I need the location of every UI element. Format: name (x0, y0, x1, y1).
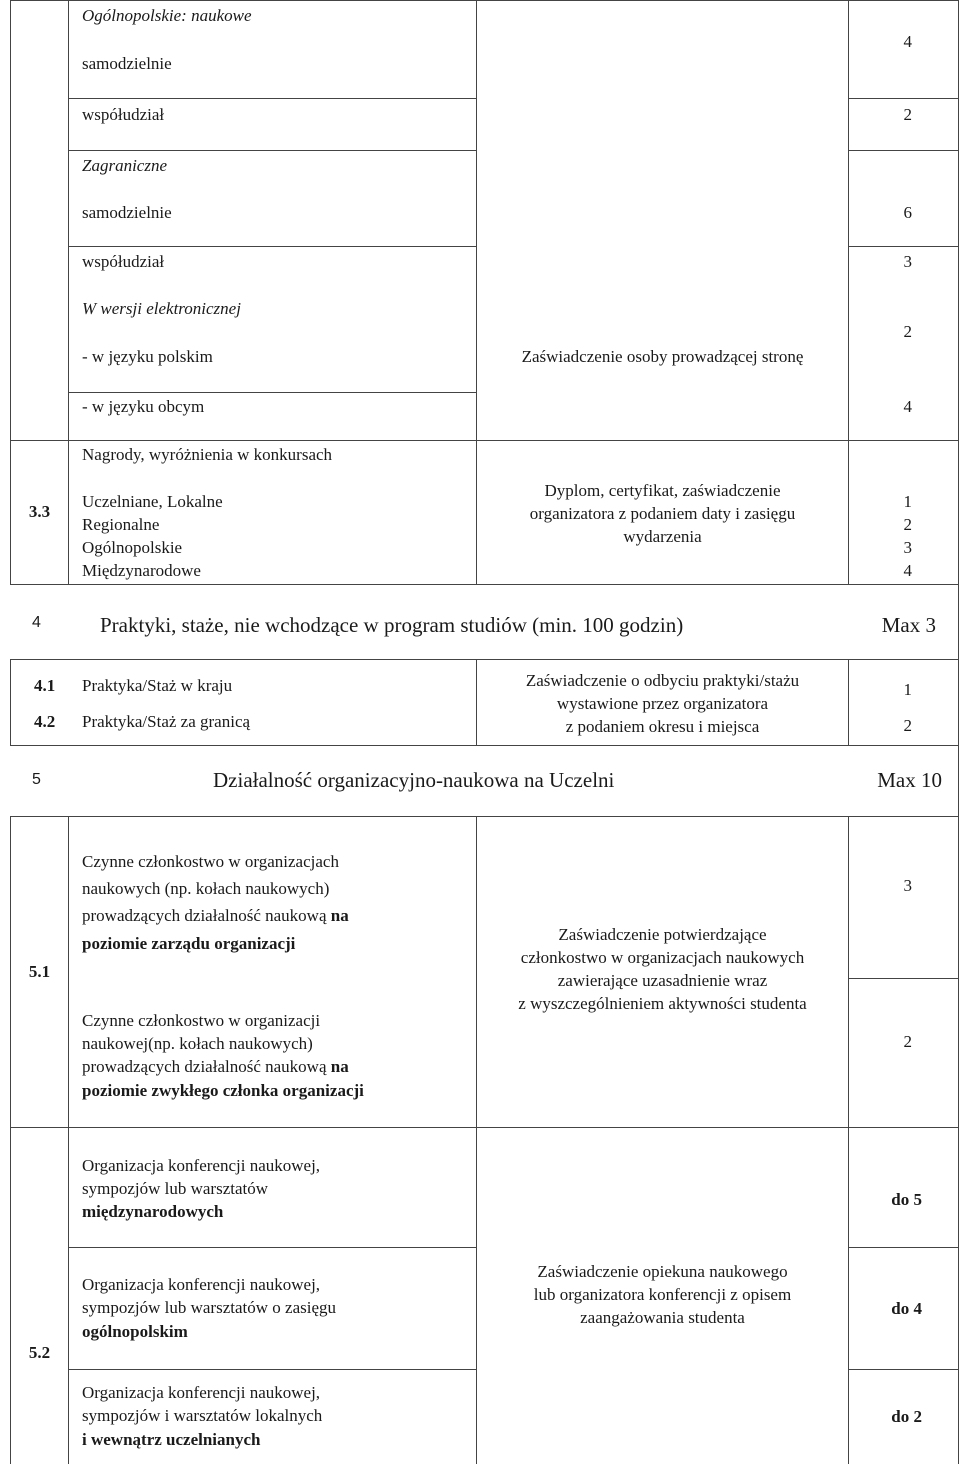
table-border (10, 816, 959, 817)
table-border (68, 246, 476, 247)
row-label: - w języku polskim (82, 347, 213, 366)
table-border (10, 0, 959, 1)
row-document: wystawione przez organizatora (556, 694, 769, 713)
table-border (10, 440, 959, 441)
table-border (10, 659, 959, 660)
row-document: z podaniem okresu i miejsca (565, 717, 760, 736)
row-label: sympozjów lub warsztatów (82, 1179, 269, 1198)
section-number: 3.3 (28, 502, 51, 521)
row-document: Zaświadczenie potwierdzające (558, 925, 767, 944)
row-label-bold: międzynarodowych (82, 1202, 224, 1221)
section-max: Max 3 (881, 613, 936, 637)
row-points: 2 (903, 716, 912, 735)
row-points: 1 (903, 492, 912, 511)
table-border (68, 816, 69, 1464)
row-points: 4 (903, 32, 912, 51)
table-border (476, 816, 477, 1464)
row-label: sympozjów lub warsztatów o zasięgu (82, 1298, 336, 1317)
list-item: Międzynarodowe (82, 561, 201, 580)
table-border (10, 1127, 959, 1128)
row-label-bold: ogólnopolskim (82, 1322, 188, 1341)
table-border (68, 1247, 476, 1248)
row-points: 4 (903, 561, 912, 580)
row-document: Zaświadczenie osoby prowadzącej stronę (521, 347, 804, 366)
section-number: 5.1 (28, 962, 51, 981)
table-border (68, 150, 476, 151)
row-label: - w języku obcym (82, 397, 205, 416)
row-label: Organizacja konferencji naukowej, (82, 1275, 321, 1294)
row-document: zaangażowania studenta (580, 1308, 745, 1327)
table-border (68, 1369, 476, 1370)
row-label: Czynne członkostwo w organizacji (82, 1011, 321, 1030)
row-document: Zaświadczenie o odbyciu praktyki/stażu (525, 671, 800, 690)
list-item: Regionalne (82, 515, 160, 534)
section-number: 4 (32, 614, 41, 631)
row-points: 3 (903, 252, 912, 271)
table-border (10, 745, 959, 746)
table-border (10, 0, 11, 584)
table-border (848, 1369, 958, 1370)
row-label: naukowych (np. kołach naukowych) (82, 879, 330, 898)
section-max: Max 10 (877, 768, 942, 792)
table-border (848, 659, 849, 745)
row-label-text: prowadzących działalność naukową (82, 1057, 327, 1076)
row-points: 2 (903, 1032, 912, 1051)
section-header-zagraniczne: Zagraniczne (82, 156, 167, 175)
row-label: naukowej(np. kołach naukowych) (82, 1034, 313, 1053)
row-label: Czynne członkostwo w organizacjach (82, 852, 339, 871)
section-number: 5 (32, 771, 41, 788)
row-points: 6 (903, 203, 912, 222)
row-label-bold: i wewnątrz uczelnianych (82, 1430, 261, 1449)
row-document: z wyszczególnieniem aktywności studenta (518, 994, 807, 1013)
table-border (10, 816, 11, 1464)
section-title: Nagrody, wyróżnienia w konkursach (82, 445, 333, 464)
row-label: samodzielnie (82, 203, 172, 222)
row-label: Praktyka/Staż w kraju (82, 676, 233, 695)
row-points: do 5 (891, 1190, 922, 1209)
row-label: współudział (82, 252, 165, 271)
list-item: Uczelniane, Lokalne (82, 492, 223, 511)
table-border (848, 0, 849, 584)
row-document: wydarzenia (623, 527, 702, 546)
row-label (82, 904, 349, 927)
row-document: lub organizatora konferencji z opisem (533, 1285, 792, 1304)
table-border (68, 392, 476, 393)
table-border (958, 0, 959, 1464)
row-points: 2 (903, 322, 912, 341)
table-border (10, 659, 11, 745)
row-label: Organizacja konferencji naukowej, (82, 1156, 321, 1175)
table-border (848, 246, 958, 247)
section-title: Praktyki, staże, nie wchodzące w program studiów (min. 100 godzin) (100, 613, 684, 637)
row-document: członkostwo w organizacjach naukowych (520, 948, 805, 967)
row-points: 1 (903, 680, 912, 699)
row-points: 3 (903, 876, 912, 895)
row-label-tail: na (330, 906, 349, 925)
row-label (82, 1055, 349, 1078)
table-border (848, 150, 958, 151)
table-border (848, 978, 958, 979)
row-label: Praktyka/Staż za granicą (82, 712, 251, 731)
row-points: do 4 (891, 1299, 922, 1318)
row-label: samodzielnie (82, 54, 172, 73)
row-points: do 2 (891, 1407, 922, 1426)
row-label-text: prowadzących działalność naukową (82, 906, 327, 925)
table-border (68, 0, 69, 584)
row-points: 3 (903, 538, 912, 557)
table-border (848, 1247, 958, 1248)
row-document: zawierające uzasadnienie wraz (557, 971, 768, 990)
section-number: 5.2 (28, 1343, 51, 1362)
section-title: Działalność organizacyjno-naukowa na Uczelni (213, 768, 615, 792)
table-border (848, 98, 958, 99)
row-number: 4.1 (34, 676, 56, 695)
row-points: 2 (903, 105, 912, 124)
row-label-bold: poziomie zwykłego członka organizacji (82, 1081, 364, 1100)
row-points: 2 (903, 515, 912, 534)
row-document: Dyplom, certyfikat, zaświadczenie (544, 481, 781, 500)
row-label: Organizacja konferencji naukowej, (82, 1383, 321, 1402)
row-label: sympozjów i warsztatów lokalnych (82, 1406, 323, 1425)
row-document: Zaświadczenie opiekuna naukowego (537, 1262, 788, 1281)
section-header-elektroniczne: W wersji elektronicznej (82, 299, 241, 318)
table-border (68, 98, 476, 99)
list-item: Ogólnopolskie (82, 538, 183, 557)
table-border (10, 584, 959, 585)
row-points: 4 (903, 397, 912, 416)
table-border (848, 816, 849, 1464)
row-label-bold: poziomie zarządu organizacji (82, 934, 296, 953)
section-header-ogolnopolskie: Ogólnopolskie: naukowe (82, 6, 252, 25)
row-document: organizatora z podaniem daty i zasięgu (529, 504, 796, 523)
row-number: 4.2 (34, 712, 56, 731)
row-label-tail: na (330, 1057, 349, 1076)
row-label: współudział (82, 105, 165, 124)
